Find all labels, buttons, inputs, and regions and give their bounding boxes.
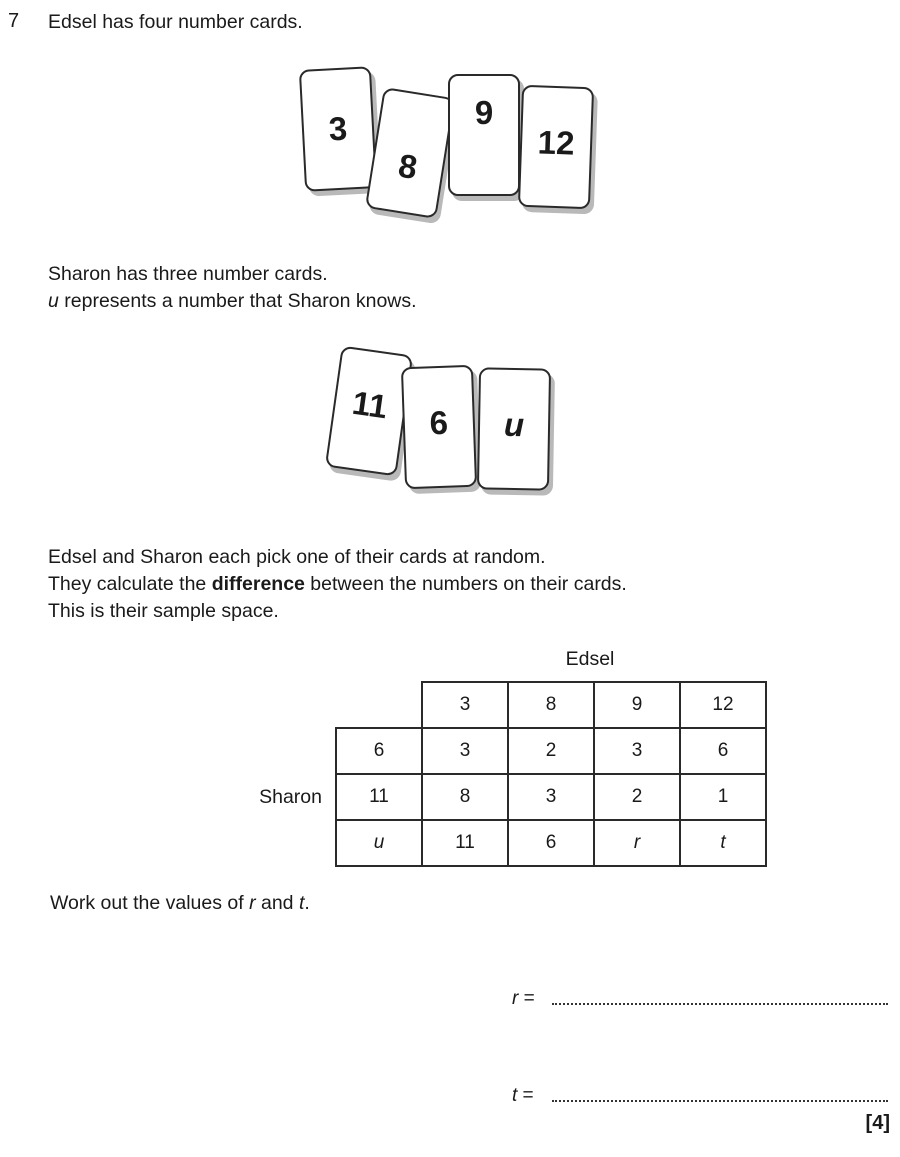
u-variable: u: [48, 290, 59, 312]
answer-t-var: t: [512, 1085, 518, 1106]
work-out-r: r: [249, 892, 256, 914]
sharon-card-3: [477, 367, 551, 490]
work-out-end: .: [304, 892, 310, 914]
sharon-axis-label: Sharon: [259, 786, 322, 808]
table-cell: 3: [594, 728, 680, 774]
edsel-card-3-value: 9: [474, 94, 494, 131]
table-cell: 2: [594, 774, 680, 820]
work-out-and: and: [255, 892, 299, 914]
question-number: 7: [8, 10, 20, 32]
column-header: 3: [422, 682, 508, 728]
edsel-card-1-value: 3: [327, 109, 349, 148]
table-row: [336, 820, 766, 866]
answer-t-label: [512, 1085, 534, 1107]
answer-r-label: [512, 988, 535, 1010]
column-header: 9: [594, 682, 680, 728]
row-header: 11: [336, 774, 422, 820]
sample-space-text: This is their sample space.: [48, 600, 279, 622]
table-cell: 11: [422, 820, 508, 866]
sharon-u-statement: [48, 288, 417, 315]
edsel-card-2: [365, 87, 455, 219]
difference-text: [48, 571, 627, 598]
table-cell-t: t: [680, 820, 766, 866]
edsel-card-2-value: 8: [395, 146, 420, 187]
table-cell: 6: [508, 820, 594, 866]
sharon-card-1-value: 11: [350, 383, 390, 426]
answer-r-line[interactable]: [552, 1003, 888, 1005]
table-cell: 3: [508, 774, 594, 820]
table-header-row: [336, 682, 766, 728]
row-header: 6: [336, 728, 422, 774]
difference-text-post: between the numbers on their cards.: [304, 573, 627, 595]
edsel-card-3: [448, 74, 520, 196]
table-row: [336, 728, 766, 774]
answer-r-equals: =: [518, 988, 535, 1009]
table-cell: 6: [680, 728, 766, 774]
sharon-u-statement-rest: represents a number that Sharon knows.: [58, 290, 417, 312]
work-out-instruction: [50, 890, 310, 917]
difference-keyword: difference: [211, 573, 305, 595]
sample-space-table: [335, 681, 767, 867]
edsel-card-4-value: 12: [537, 123, 576, 162]
question-intro: Edsel has four number cards.: [48, 11, 303, 33]
answer-r-var: r: [512, 988, 519, 1009]
table-cell: 1: [680, 774, 766, 820]
table-cell: 3: [422, 728, 508, 774]
sharon-intro: Sharon has three number cards.: [48, 263, 328, 285]
work-out-pre: Work out the values of: [50, 892, 250, 914]
table-cell: 2: [508, 728, 594, 774]
sharon-card-3-value: u: [503, 405, 525, 444]
sharon-card-1: [325, 346, 413, 477]
marks-available: [4]: [865, 1112, 890, 1134]
edsel-card-1: [299, 66, 377, 192]
table-corner: [336, 682, 422, 728]
difference-text-pre: They calculate the: [48, 573, 212, 595]
answer-t-line[interactable]: [552, 1100, 888, 1102]
table-cell: 8: [422, 774, 508, 820]
edsel-axis-label: Edsel: [565, 648, 615, 670]
table-row: [336, 774, 766, 820]
work-out-t: t: [298, 892, 305, 914]
column-header: 12: [680, 682, 766, 728]
table-cell-r: r: [594, 820, 680, 866]
column-header: 8: [508, 682, 594, 728]
pick-cards-text: Edsel and Sharon each pick one of their cards at random.: [48, 546, 546, 568]
edsel-card-4: [518, 85, 594, 209]
row-header: u: [336, 820, 422, 866]
answer-t-equals: =: [517, 1085, 534, 1106]
sharon-card-2: [401, 365, 477, 489]
sharon-card-2-value: 6: [429, 403, 449, 442]
